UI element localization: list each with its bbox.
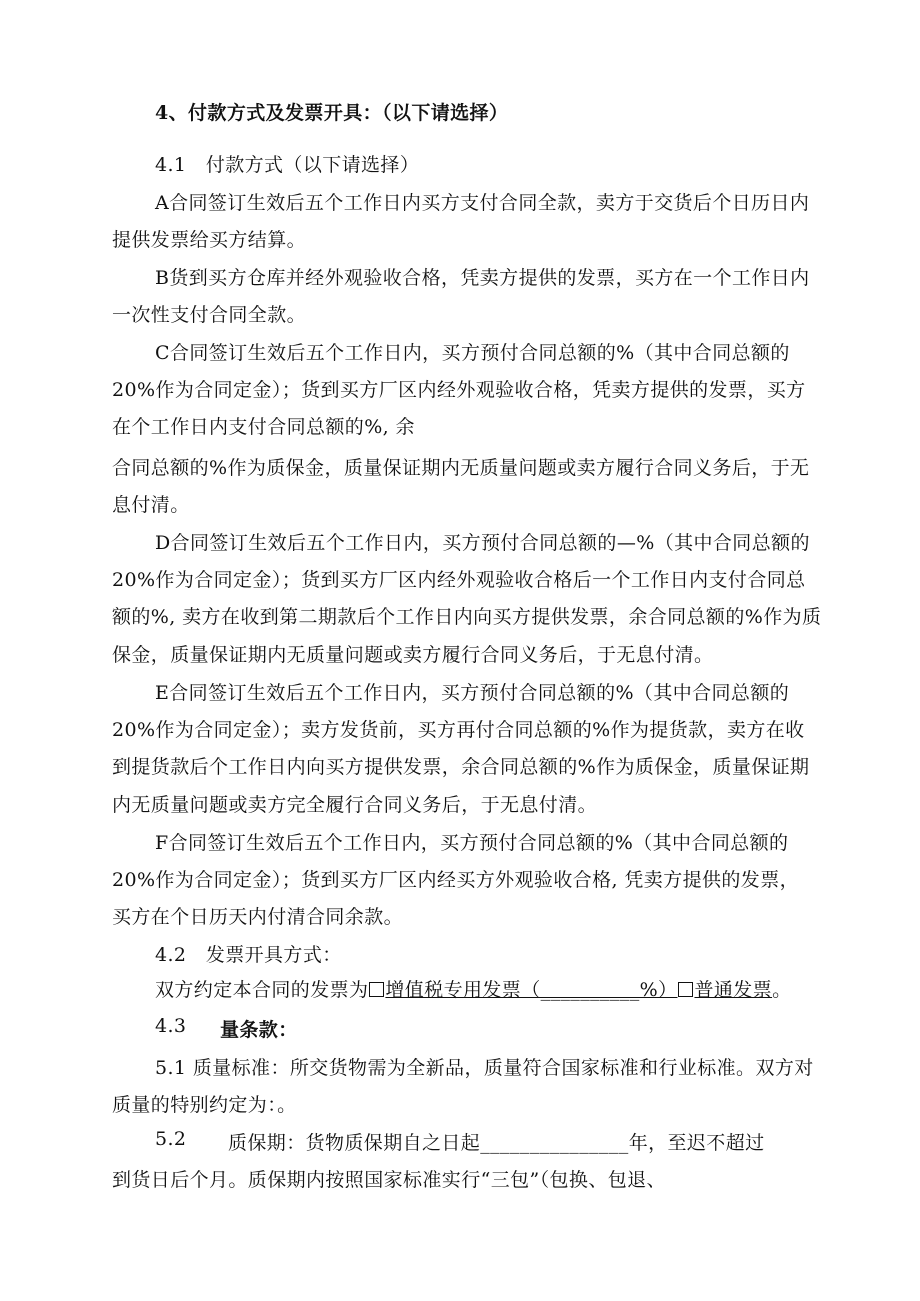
quality-standard-line-2: 质量的特别约定为：。	[112, 1094, 297, 1116]
normal-invoice-label: 普通发票	[694, 979, 773, 1001]
option-d-line-1: D合同签订生效后五个工作日内，买方预付合同总额的—%（其中合同总额的	[155, 532, 810, 554]
invoice-suffix: 。	[772, 979, 792, 1001]
invoice-method-title: 4.2 发票开具方式：	[155, 944, 342, 966]
option-a-line-1: A合同签订生效后五个工作日内买方支付合同全款，卖方于交货后个日历日内	[155, 192, 810, 214]
option-e-line-4: 内无质量问题或卖方完全履行合同义务后，于无息付清。	[112, 794, 598, 816]
option-c-line-2: 20%作为合同定金）；货到买方厂区内经外观验收合格，凭卖方提供的发票，买方	[112, 379, 806, 401]
vat-invoice-checkbox[interactable]	[369, 982, 384, 997]
option-c-line-1: C合同签订生效后五个工作日内，买方预付合同总额的%（其中合同总额的	[155, 342, 790, 364]
option-a-line-2: 提供发票给买方结算。	[112, 229, 307, 251]
option-c-line-3: 在个工作日内支付合同总额的%, 余	[112, 416, 415, 438]
normal-invoice-checkbox[interactable]	[678, 982, 693, 997]
option-b-line-2: 一次性支付合同全款。	[112, 304, 307, 326]
option-e-line-2: 20%作为合同定金）；卖方发货前，买方再付合同总额的%作为提货款，卖方在收	[112, 719, 805, 741]
warranty-text-before: 质保期：货物质保期自之日起	[228, 1132, 481, 1154]
option-c-line-4: 合同总额的%作为质保金，质量保证期内无质量问题或卖方履行合同义务后，于无	[112, 457, 810, 479]
payment-method-title: 4.1 付款方式（以下请选择）	[155, 154, 420, 176]
option-f-line-3: 买方在个日历天内付清合同余款。	[112, 906, 404, 928]
quality-standard-line-1: 5.1 质量标准：所交货物需为全新品，质量符合国家标准和行业标准。双方对	[155, 1057, 814, 1079]
vat-invoice-label: 增值税专用发票（__________%）	[385, 979, 678, 1001]
section-4-heading: 4、付款方式及发票开具：（以下请选择）	[155, 102, 509, 124]
option-f-line-2: 20%作为合同定金）；货到买方厂区内经买方外观验收合格, 凭卖方提供的发票，	[112, 869, 800, 891]
option-e-line-3: 到提货款后个工作日内向买方提供发票，余合同总额的%作为质保金，质量保证期	[112, 756, 810, 778]
warranty-line-2: 到货日后个月。质保期内按照国家标准实行“三包”（包换、包退、	[112, 1169, 666, 1191]
warranty-blank[interactable]: _______________	[480, 1132, 629, 1154]
option-f-line-1: F合同签订生效后五个工作日内，买方预付合同总额的%（其中合同总额的	[155, 832, 789, 854]
option-b-line-1: B货到买方仓库并经外观验收合格，凭卖方提供的发票，买方在一个工作日内	[155, 267, 810, 289]
option-e-line-1: E合同签订生效后五个工作日内，买方预付合同总额的%（其中合同总额的	[155, 682, 790, 704]
warranty-text-after: 年，至迟不超过	[628, 1132, 765, 1154]
option-d-line-2: 20%作为合同定金）；货到买方厂区内经外观验收合格后一个工作日内支付合同总	[112, 569, 806, 591]
warranty-line-1	[228, 1128, 765, 1155]
quality-clause-title: 量条款：	[220, 1019, 298, 1041]
option-d-line-3: 额的%, 卖方在收到第二期款后个工作日内向买方提供发票，余合同总额的%作为质	[112, 606, 822, 628]
invoice-type-line	[155, 975, 791, 1002]
quality-clause-number: 4.3	[155, 1015, 187, 1037]
invoice-prefix: 双方约定本合同的发票为	[155, 979, 369, 1001]
warranty-number: 5.2	[155, 1128, 187, 1150]
option-c-line-5: 息付清。	[112, 494, 190, 516]
option-d-line-4: 保金，质量保证期内无质量问题或卖方履行合同义务后，于无息付清。	[112, 644, 714, 666]
